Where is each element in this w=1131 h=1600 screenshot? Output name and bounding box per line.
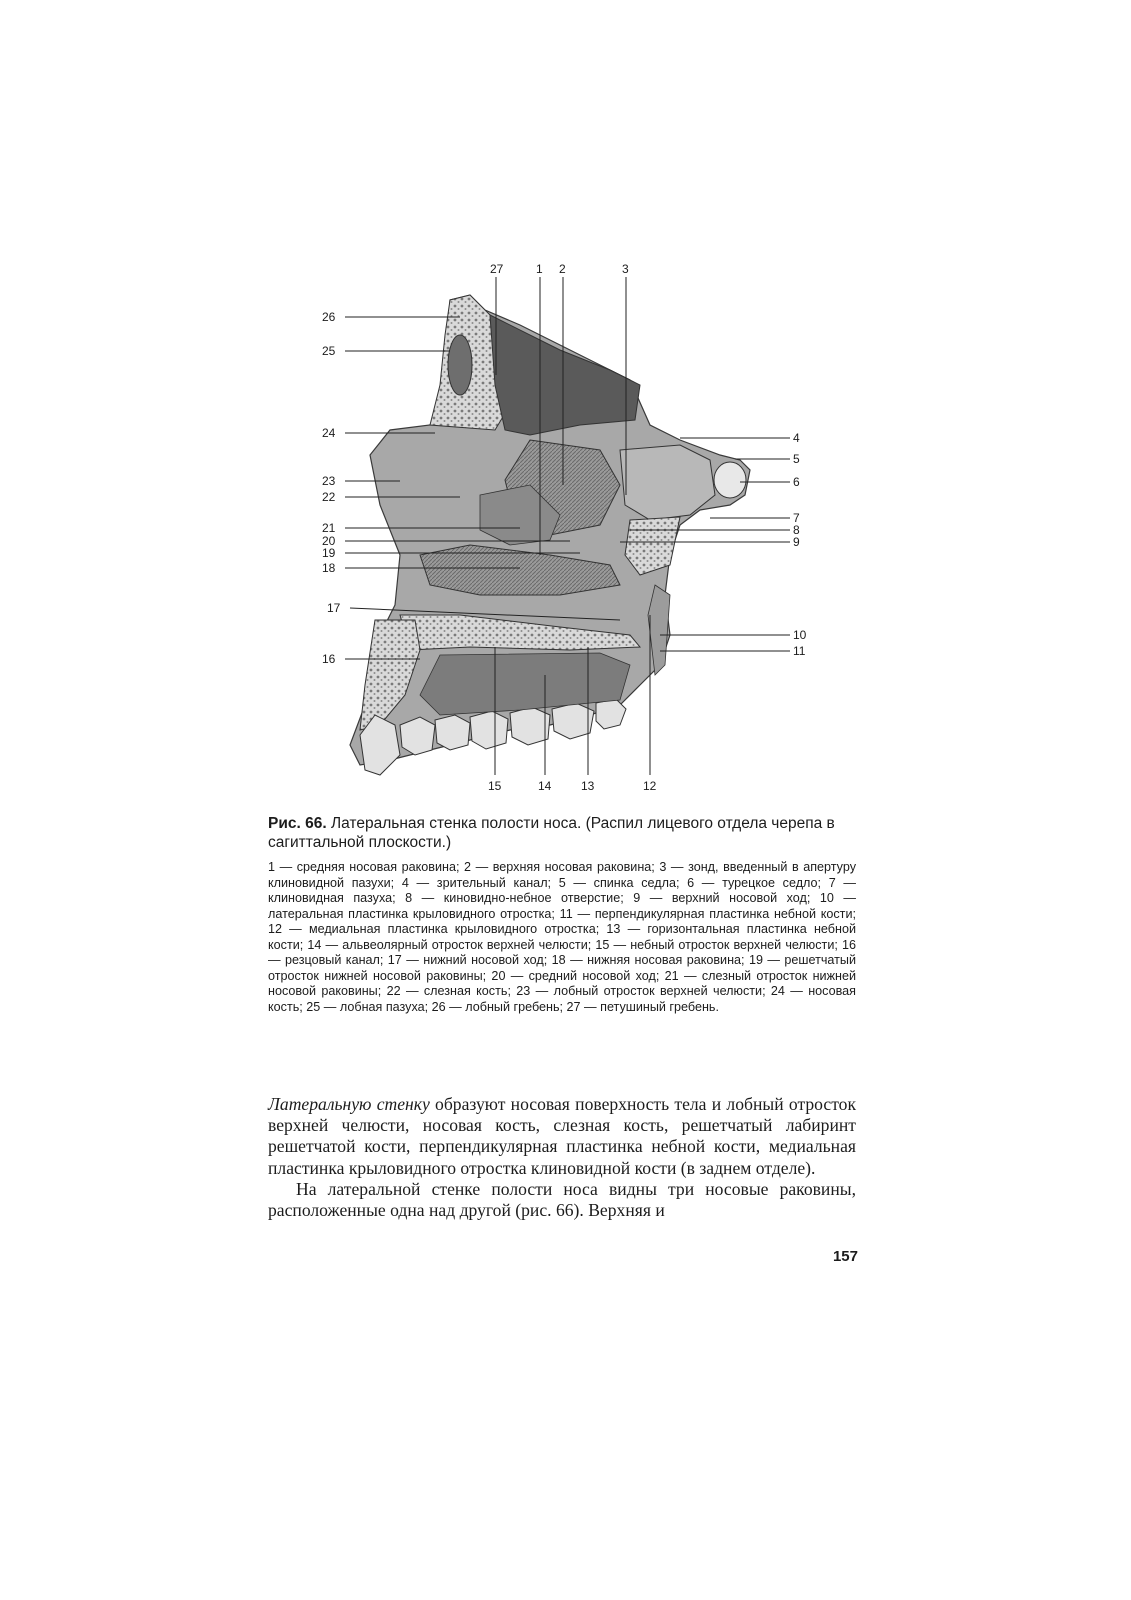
label-23: 23 <box>322 474 336 488</box>
label-27: 27 <box>490 262 504 276</box>
anatomical-figure <box>320 255 840 815</box>
label-11: 11 <box>793 644 806 658</box>
label-10: 10 <box>793 628 807 642</box>
label-5: 5 <box>793 452 800 466</box>
label-19: 19 <box>322 546 336 560</box>
label-4: 4 <box>793 431 800 445</box>
figure-caption <box>268 814 856 852</box>
label-9: 9 <box>793 535 800 549</box>
label-15: 15 <box>488 779 502 793</box>
label-17: 17 <box>327 601 341 615</box>
label-2: 2 <box>559 262 566 276</box>
label-12: 12 <box>643 779 657 793</box>
label-26: 26 <box>322 310 336 324</box>
label-25: 25 <box>322 344 336 358</box>
label-8: 8 <box>793 523 800 537</box>
label-7: 7 <box>793 511 800 525</box>
label-24: 24 <box>322 426 336 440</box>
figure-number: Рис. 66. <box>268 815 327 832</box>
label-14: 14 <box>538 779 552 793</box>
figure-legend: 1 — средняя носовая раковина; 2 — верхняя носовая раковина; 3 — зонд, введенный в апертуру клиновидной пазухи; 4 — зрительный канал; 5 — спинка седла; 6 — турецкое седло; 7 — клиновидная пазуха; 8 — киновидно-небное отверстие; 9 — верхний носовой ход; 10 — латеральная пластинка крыловидного отростка; 11 — перпендикулярная пластинка небной кости; 12 — медиальная пластинка крыловидного отростка; 13 — горизонтальная пластинка небной кости; 14 — альвеолярный отросток верхней челюсти; 15 — небный отросток верхней челюсти; 16 — резцовый канал; 17 — нижний носовой ход; 18 — нижняя носовая раковина; 19 — решетчатый отросток нижней носовой раковины; 20 — средний носовой ход; 21 — слезный отросток нижней носовой раковины; 22 — слезная кость; 23 — лобный отросток верхней челюсти; 24 — носовая кость; 25 — лобная пазуха; 26 — лобный гребень; 27 — петушиный гребень. <box>268 860 856 1014</box>
figure-title: Латеральная стенка полости носа. (Распил лицевого отдела черепа в сагиттальной плоскости.) <box>268 815 835 851</box>
paragraph-2: На латеральной стенке полости носа видны три носовые раковины, расположенные одна над другой (рис. 66). Верхняя и <box>268 1178 856 1221</box>
label-21: 21 <box>322 521 336 535</box>
label-6: 6 <box>793 475 800 489</box>
body-text <box>268 1094 856 1221</box>
label-20: 20 <box>322 534 336 548</box>
label-3: 3 <box>622 262 629 276</box>
paragraph-1 <box>268 1094 856 1179</box>
nasal-cavity-illustration <box>320 255 840 815</box>
label-16: 16 <box>322 652 336 666</box>
label-18: 18 <box>322 561 336 575</box>
paragraph-1-text: образуют носовая поверхность тела и лобный отросток верхней челюсти, носовая кость, слезная кость, решетчатый лабиринт решетчатой кости, перпендикулярная пластинка небной кости, медиальная пластинка крыловидного отростка клиновидной кости (в заднем отделе). <box>268 1094 856 1178</box>
paragraph-1-italic: Латеральную стенку <box>268 1094 430 1114</box>
label-22: 22 <box>322 490 336 504</box>
page-number: 157 <box>832 1248 858 1265</box>
label-13: 13 <box>581 779 595 793</box>
label-1: 1 <box>536 262 543 276</box>
